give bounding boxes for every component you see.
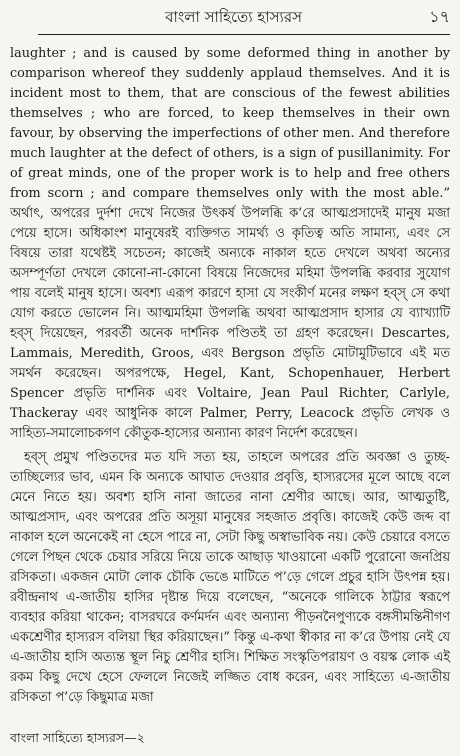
paragraph-1: laughter ; and is caused by some deformed thing in another by comparison whereof they suddenly applaud themselves. And it is incident most to them, that are conscious of the fewest abilities themselves ; who are forced, to keep themselves in their own favour, by observing the imperfections of other men. And therefore much laughter at the defect of others, is a sign of pusillanimity. For of great minds, one of the proper work is to help and free others from scorn ; and compare themselves only with the most able.” অর্থাৎ, অপরের দুর্দশা দেখে নিজের উৎকর্ষ উপলব্ধি ক’রে আত্মপ্রসাদেই মানুষ মজা পেয়ে হাসে। অধিকাংশ মানুষেরই ব্যক্তিগত সামর্থ্য ও কৃতিত্ব অতি সামান্য, এবং সে বিষয়ে তারা যথেষ্টই সচেতন; কাজেই অন্যকে নাকাল হতে দেখলে অথবা অন্যের অসম্পূর্ণতা দেখলে কোনো-না-কোনো বিষয়ে নিজেদের মহিমা উপলব্ধি করবার সুযোগ পায় বলেই মানুষ হাসে। অবশ্য এরূপ কারণে হাসা যে সংকীর্ণ মনের লক্ষণ হব্‌স্‌ সে কথা যোগ করতে ভোলেন নি। আত্মমহিমা উপলব্ধি অথবা আত্মপ্রসাদ হাসার যে ব্যাখ্যাটি হব্‌স্‌ দিয়েছেন, পরবর্তী অনেক দার্শনিক পণ্ডিতই তা গ্রহণ করেছেন। Descartes, Lammais, Meredith, Groos, এবং Bergson প্রভৃতি মোটামুটিভাবে এই মত সমর্থন করেছেন। অপরপক্ষে, Hegel, Kant, Schopenhauer, Herbert Spencer প্রভৃতি দার্শনিক এবং Voltaire, Jean Paul Richter, Carlyle, Thackeray এবং আধুনিক কালে Palmer, Perry, Leacock প্রভৃতি লেখক ও সাহিত্য-সমালোচকগণ কৌতুক-হাস্যের অন্যান্য কারণ নির্দেশ করেছেন। (10, 46, 450, 441)
paragraph-2: হব্‌স্‌ প্রমুখ পণ্ডিতদের মত যদি সত্য হয়, তাহলে অপরের প্রতি অবজ্ঞা ও তুচ্ছ-তাচ্ছিল্যের ভাব, এমন কি অন্যকে আঘাত দেওয়ার প্রবৃত্তি, হাস্যরসের মূলে আছে বলে মেনে নিতে হয়। অবশ্য হাসি নানা জাতের নানা শ্রেণীর আছে। আর, আত্মতুষ্টি, আত্মপ্রসাদ, এবং অপরের প্রতি অসূয়া মানুষের সহজাত প্রবৃত্তি। কাজেই কেউ জব্দ বা নাকাল হলে অনেকেই না হেসে পারে না, সেটা কিছু অস্বাভাবিক নয়। কেউ চেয়ারে বসতে গেলে পিছন থেকে চেয়ার সরিয়ে নিয়ে তাকে আছাড় খাওয়ানো একটি পুরোনো জনপ্রিয় রসিকতা। একজন মোটা লোক চৌকি ভেঙে মাটিতে প’ড়ে গেলে প্রচুর হাসি উৎপন্ন হয়। রবীন্দ্রনাথ এ-জাতীয় হাসির দৃষ্টান্ত দিয়ে বলেছেন, “অনেকে গালিকে ঠাট্টার স্বরূপে ব্যবহার করিয়া থাকেন; বাসরঘরে কর্ণমর্দন এবং অন্যান্য পীড়ননৈপুণ্যকে বঙ্গসীমন্তিনীগণ একশ্রেণীর হাস্যরস বলিয়া স্থির করিয়াছেন।” কিন্তু এ-কথা স্বীকার না ক’রে উপায় নেই যে এ-জাতীয় হাসি অত্যন্ত স্থূল নিচু শ্রেণীর হাসি। শিক্ষিত সংস্কৃতিপরায়ণ ও বয়স্ক লোক এই রকম কিছু দেখে হেসে ফেললে নিজেই লজ্জিত বোধ করেন, এবং সাহিত্যে এ-জাতীয় রসিকতা প’ড়ে কিছুমাত্র মজা (10, 450, 450, 705)
page-body (10, 44, 450, 708)
running-title: বাংলা সাহিত্যে হাস্যরস (165, 8, 303, 26)
page-number: ১৭ (429, 7, 450, 26)
running-header (38, 8, 450, 35)
signature-mark: বাংলা সাহিত্যে হাস্যরস—২ (10, 730, 145, 745)
